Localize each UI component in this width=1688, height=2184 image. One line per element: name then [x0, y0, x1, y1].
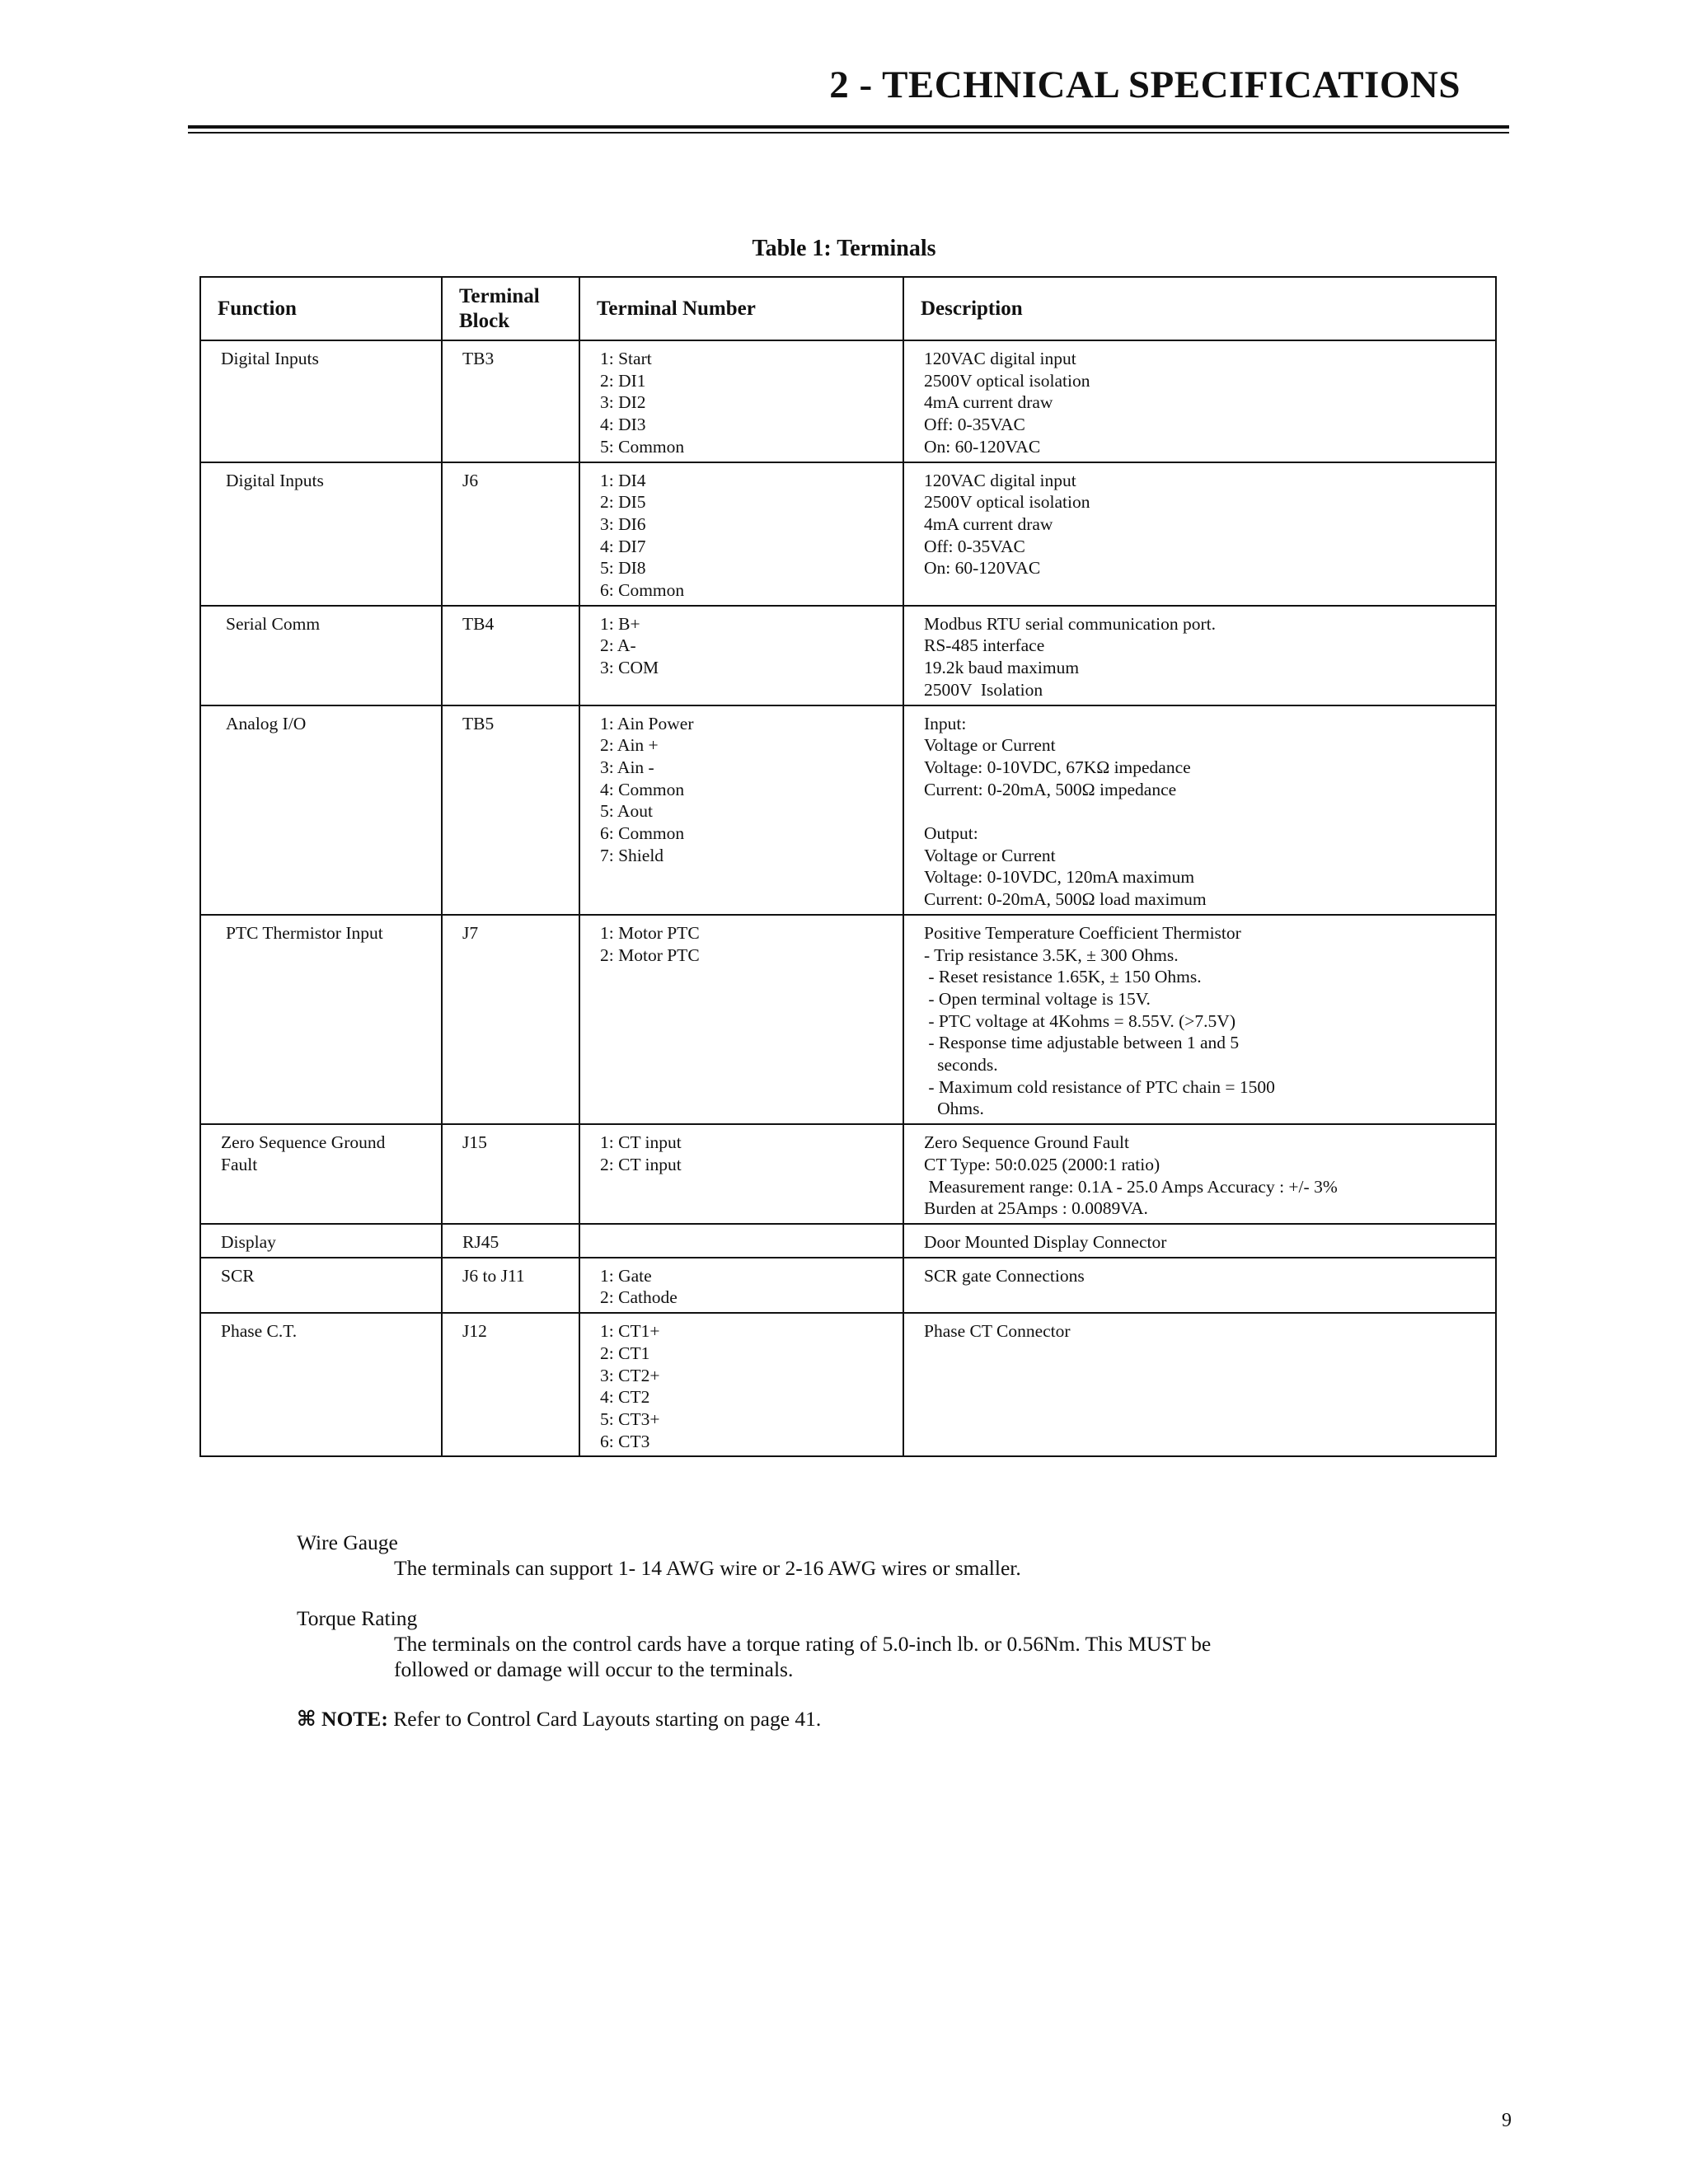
column-header: Terminal Block: [442, 277, 579, 340]
function-cell: Zero Sequence Ground Fault: [200, 1124, 442, 1224]
function-cell: Analog I/O: [200, 705, 442, 915]
terminal-block-cell: J7: [442, 915, 579, 1124]
header-rule-thin: [188, 132, 1509, 134]
wire-gauge-heading: Wire Gauge: [297, 1530, 398, 1554]
function-cell: PTC Thermistor Input: [200, 915, 442, 1124]
function-cell: Digital Inputs: [200, 462, 442, 606]
terminal-number-line: 3: DI6: [600, 513, 646, 534]
terminal-number-line: 4: Common: [600, 779, 685, 799]
description-line: 2500V optical isolation: [924, 492, 1090, 513]
terminal-number-line: 3: CT2+: [600, 1365, 660, 1385]
table-row: [200, 606, 1496, 705]
description-line: - PTC voltage at 4Kohms = 8.55V. (>7.5V): [924, 1010, 1236, 1031]
terminal-number-cell: [579, 705, 903, 915]
terminal-block-cell: J6 to J11: [442, 1258, 579, 1313]
description-cell: [903, 705, 1496, 915]
function-cell: Serial Comm: [200, 606, 442, 705]
column-header: Description: [903, 277, 1496, 340]
description-line: Voltage or Current: [924, 845, 1056, 865]
description-cell: [903, 462, 1496, 606]
terminal-number-cell: [579, 1124, 903, 1224]
terminal-number-line: 2: DI5: [600, 492, 646, 513]
page-title: 2 - TECHNICAL SPECIFICATIONS: [829, 63, 1461, 106]
description-line: - Reset resistance 1.65K, ± 150 Ohms.: [924, 967, 1202, 987]
torque-rating-section: [297, 1605, 1451, 1682]
description-line: Ohms.: [924, 1099, 984, 1119]
table-row: [200, 1258, 1496, 1313]
terminal-number-cell: [579, 1224, 903, 1258]
table-header-row: [200, 277, 1496, 340]
description-line: Voltage or Current: [924, 735, 1056, 756]
description-cell: [903, 1313, 1496, 1456]
terminal-number-line: 3: COM: [600, 658, 659, 678]
description-line: Current: 0-20mA, 500Ω impedance: [924, 779, 1177, 799]
terminal-number-line: 4: DI3: [600, 415, 646, 435]
description-line: RS-485 interface: [924, 635, 1045, 656]
description-line: Positive Temperature Coefficient Thermistor: [924, 922, 1241, 943]
terminal-number-line: 5: DI8: [600, 558, 646, 579]
terminal-number-line: 3: DI2: [600, 392, 646, 413]
function-cell: SCR: [200, 1258, 442, 1313]
terminal-number-line: 3: Ain -: [600, 757, 654, 777]
terminal-number-line: 2: Ain +: [600, 735, 659, 756]
function-cell: Display: [200, 1224, 442, 1258]
terminal-number-cell: [579, 915, 903, 1124]
description-line: Current: 0-20mA, 500Ω load maximum: [924, 889, 1207, 910]
page-number: 9: [1502, 2110, 1512, 2131]
terminal-block-cell: J15: [442, 1124, 579, 1224]
terminal-number-cell: [579, 462, 903, 606]
description-line: [924, 800, 1479, 823]
terminal-number-cell: [579, 1258, 903, 1313]
terminal-number-line: 6: Common: [600, 823, 685, 844]
description-line: Phase CT Connector: [924, 1321, 1071, 1342]
description-line: Burden at 25Amps : 0.0089VA.: [924, 1198, 1148, 1219]
terminal-number-line: 2: Cathode: [600, 1287, 678, 1308]
wire-gauge-text: The terminals can support 1- 14 AWG wire or 2-16 AWG wires or smaller.: [394, 1556, 1021, 1580]
column-header: Terminal Number: [579, 277, 903, 340]
terminal-number-line: 2: A-: [600, 635, 636, 656]
terminal-number-line: 5: Aout: [600, 801, 653, 822]
table-row: [200, 1313, 1496, 1456]
terminal-number-line: 1: Ain Power: [600, 713, 694, 733]
description-line: 19.2k baud maximum: [924, 658, 1080, 678]
terminal-number-line: 5: Common: [600, 436, 685, 457]
terminal-number-line: 1: CT input: [600, 1132, 682, 1153]
description-line: - Maximum cold resistance of PTC chain = 1500: [924, 1076, 1275, 1097]
description-cell: [903, 1224, 1496, 1258]
table-caption: Table 1: Terminals: [752, 236, 936, 261]
terminal-block-cell: TB5: [442, 705, 579, 915]
terminal-number-line: 1: Start: [600, 349, 652, 368]
terminal-block-cell: RJ45: [442, 1224, 579, 1258]
note: [297, 1706, 1451, 1732]
description-line: On: 60-120VAC: [924, 436, 1041, 457]
terminal-block-cell: J12: [442, 1313, 579, 1456]
terminals-table: [199, 276, 1497, 1457]
description-line: - Trip resistance 3.5K, ± 300 Ohms.: [924, 944, 1179, 965]
description-line: Output:: [924, 823, 978, 844]
description-line: Measurement range: 0.1A - 25.0 Amps Accuracy : +/- 3%: [924, 1176, 1338, 1197]
description-line: - Open terminal voltage is 15V.: [924, 988, 1151, 1009]
description-line: Voltage: 0-10VDC, 67KΩ impedance: [924, 757, 1191, 777]
terminal-block-cell: TB4: [442, 606, 579, 705]
description-cell: [903, 1258, 1496, 1313]
description-line: SCR gate Connections: [924, 1265, 1085, 1286]
terminal-number-line: 2: CT1: [600, 1343, 650, 1363]
terminal-number-line: 7: Shield: [600, 845, 664, 865]
description-cell: [903, 606, 1496, 705]
column-header: Function: [200, 277, 442, 340]
description-line: Off: 0-35VAC: [924, 415, 1025, 435]
function-cell: Digital Inputs: [200, 340, 442, 462]
terminal-number-line: 2: CT input: [600, 1154, 682, 1174]
description-cell: [903, 1124, 1496, 1224]
description-line: Off: 0-35VAC: [924, 536, 1025, 556]
table-row: [200, 462, 1496, 606]
command-icon: ⌘: [297, 1707, 316, 1731]
terminal-number-line: 4: DI7: [600, 536, 646, 556]
torque-rating-heading: Torque Rating: [297, 1606, 418, 1630]
description-line: 4mA current draw: [924, 392, 1053, 413]
terminal-block-cell: TB3: [442, 340, 579, 462]
terminal-number-line: 1: DI4: [600, 470, 646, 490]
description-line: 120VAC digital input: [924, 470, 1076, 490]
terminal-number-line: 1: B+: [600, 613, 640, 634]
description-cell: [903, 915, 1496, 1124]
description-line: 2500V Isolation: [924, 679, 1043, 700]
note-label: NOTE:: [321, 1707, 388, 1731]
torque-rating-text-line2: followed or damage will occur to the terminals.: [394, 1657, 794, 1681]
terminal-number-cell: [579, 340, 903, 462]
description-line: 4mA current draw: [924, 513, 1053, 534]
note-text: Refer to Control Card Layouts starting on page 41.: [393, 1707, 822, 1731]
description-line: Zero Sequence Ground Fault: [924, 1132, 1129, 1153]
terminal-number-line: 5: CT3+: [600, 1408, 660, 1429]
description-cell: [903, 340, 1496, 462]
table-row: [200, 1124, 1496, 1224]
description-line: 2500V optical isolation: [924, 370, 1090, 391]
table-row: [200, 1224, 1496, 1258]
description-line: seconds.: [924, 1055, 998, 1076]
terminal-number-line: 2: DI1: [600, 370, 646, 391]
terminal-number-line: 4: CT2: [600, 1387, 650, 1408]
terminal-block-cell: J6: [442, 462, 579, 606]
description-line: Door Mounted Display Connector: [924, 1232, 1167, 1252]
header-rule-thick: [188, 125, 1509, 129]
terminal-number-line: 1: Gate: [600, 1265, 652, 1286]
terminal-number-line: 1: CT1+: [600, 1321, 660, 1342]
description-line: Input:: [924, 713, 967, 733]
description-line: Modbus RTU serial communication port.: [924, 613, 1217, 634]
description-line: On: 60-120VAC: [924, 558, 1041, 579]
table-row: [200, 340, 1496, 462]
terminal-number-line: 2: Motor PTC: [600, 944, 700, 965]
wire-gauge-section: [297, 1530, 1451, 1581]
terminal-number-line: 6: Common: [600, 580, 685, 601]
torque-rating-text-line1: The terminals on the control cards have a torque rating of 5.0-inch lb. or 0.56Nm. This MUST be: [394, 1632, 1212, 1656]
table-row: [200, 705, 1496, 915]
description-line: CT Type: 50:0.025 (2000:1 ratio): [924, 1154, 1160, 1174]
terminal-number-line: 6: CT3: [600, 1431, 650, 1451]
terminal-number-cell: [579, 1313, 903, 1456]
terminal-number-cell: [579, 606, 903, 705]
table-row: [200, 915, 1496, 1124]
terminal-number-line: 1: Motor PTC: [600, 922, 700, 943]
description-line: Voltage: 0-10VDC, 120mA maximum: [924, 867, 1195, 888]
description-line: 120VAC digital input: [924, 349, 1076, 368]
function-cell: Phase C.T.: [200, 1313, 442, 1456]
description-line: - Response time adjustable between 1 and 5: [924, 1033, 1240, 1053]
